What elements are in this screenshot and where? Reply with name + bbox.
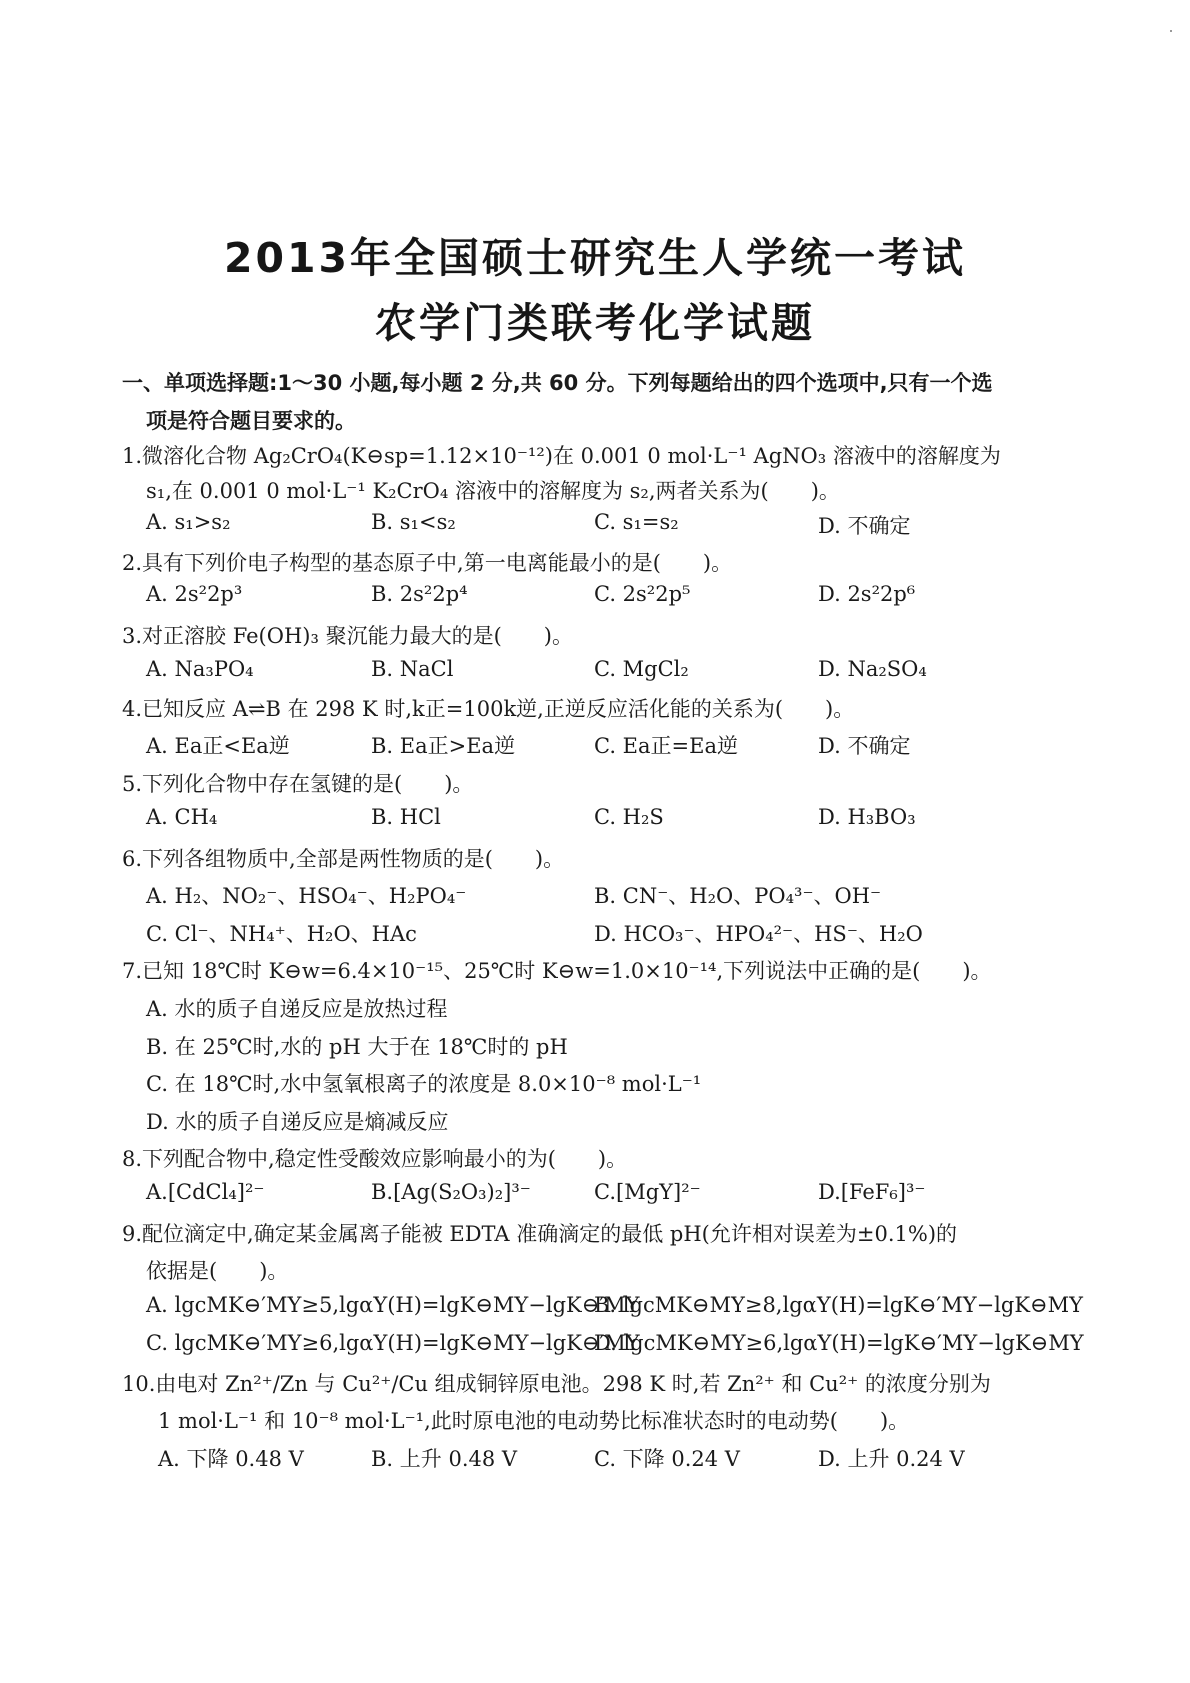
- question-8-option-d: D.[FeF₆]³⁻: [818, 1180, 926, 1204]
- question-2-stem: 2.具有下列价电子构型的基态原子中,第一电离能最小的是( )。: [122, 551, 733, 575]
- page-title-line2: 农学门类联考化学试题: [375, 299, 815, 347]
- question-1-stem-line1: 1.微溶化合物 Ag₂CrO₄(K⊖sp=1.12×10⁻¹²)在 0.001 0 mol·L⁻¹ AgNO₃ 溶液中的溶解度为: [122, 444, 1001, 468]
- question-6-option-d: D. HCO₃⁻、HPO₄²⁻、HS⁻、H₂O: [594, 922, 923, 946]
- question-1-option-d: D. 不确定: [818, 514, 911, 538]
- question-7-option-d: D. 水的质子自递反应是熵减反应: [146, 1110, 449, 1134]
- question-4-option-b: B. Ea正>Ea逆: [371, 734, 516, 758]
- section-heading-line2: 项是符合题目要求的。: [146, 409, 356, 433]
- question-9-stem-line2: 依据是( )。: [146, 1259, 289, 1283]
- question-4-option-a: A. Ea正<Ea逆: [146, 734, 290, 758]
- question-9-option-d: D. lgcMK⊖MY≥6,lgαY(H)=lgK⊖′MY−lgK⊖MY: [594, 1331, 1084, 1355]
- question-10-stem-line2: 1 mol·L⁻¹ 和 10⁻⁸ mol·L⁻¹,此时原电池的电动势比标准状态时的电动势( )。: [158, 1409, 910, 1433]
- question-6-option-b: B. CN⁻、H₂O、PO₄³⁻、OH⁻: [594, 884, 882, 908]
- question-5-option-d: D. H₃BO₃: [818, 805, 916, 829]
- question-10-stem-line1: 10.由电对 Zn²⁺/Zn 与 Cu²⁺/Cu 组成铜锌原电池。298 K 时,若 Zn²⁺ 和 Cu²⁺ 的浓度分别为: [122, 1372, 991, 1396]
- question-9-stem-line1: 9.配位滴定中,确定某金属离子能被 EDTA 准确滴定的最低 pH(允许相对误差为±0.1%)的: [122, 1222, 958, 1246]
- question-10-option-b: B. 上升 0.48 V: [371, 1447, 518, 1471]
- page-title-line1: 2013年全国硕士研究生人学统一考试: [223, 234, 967, 282]
- question-9-option-c: C. lgcMK⊖′MY≥6,lgαY(H)=lgK⊖MY−lgK⊖′MY: [146, 1331, 640, 1355]
- question-7-option-b: B. 在 25℃时,水的 pH 大于在 18℃时的 pH: [146, 1035, 568, 1059]
- question-10-option-d: D. 上升 0.24 V: [818, 1447, 965, 1471]
- question-7-stem: 7.已知 18℃时 K⊖w=6.4×10⁻¹⁵、25℃时 K⊖w=1.0×10⁻¹⁴,下列说法中正确的是( )。: [122, 959, 992, 983]
- question-9-option-a: A. lgcMK⊖′MY≥5,lgαY(H)=lgK⊖MY−lgK⊖′MY: [146, 1293, 640, 1317]
- question-1-stem-line2: s₁,在 0.001 0 mol·L⁻¹ K₂CrO₄ 溶液中的溶解度为 s₂,两者关系为( )。: [146, 479, 840, 503]
- question-8-stem: 8.下列配合物中,稳定性受酸效应影响最小的为( )。: [122, 1147, 628, 1171]
- question-6-stem: 6.下列各组物质中,全部是两性物质的是( )。: [122, 847, 565, 871]
- question-2-option-a: A. 2s²2p³: [146, 582, 243, 606]
- question-3-stem: 3.对正溶胶 Fe(OH)₃ 聚沉能力最大的是( )。: [122, 624, 573, 648]
- section-heading-line1: 一、单项选择题:1～30 小题,每小题 2 分,共 60 分。下列每题给出的四个选项中,只有一个选: [122, 371, 993, 395]
- question-3-option-a: A. Na₃PO₄: [146, 657, 254, 681]
- question-5-option-b: B. HCl: [371, 805, 441, 829]
- question-6-option-c: C. Cl⁻、NH₄⁺、H₂O、HAc: [146, 922, 417, 946]
- question-1-option-b: B. s₁<s₂: [371, 510, 456, 534]
- question-2-option-c: C. 2s²2p⁵: [594, 582, 691, 606]
- question-4-option-c: C. Ea正=Ea逆: [594, 734, 738, 758]
- question-3-option-d: D. Na₂SO₄: [818, 657, 927, 681]
- scan-speck: [1170, 30, 1172, 32]
- question-1-option-a: A. s₁>s₂: [146, 510, 231, 534]
- question-7-option-c: C. 在 18℃时,水中氢氧根离子的浓度是 8.0×10⁻⁸ mol·L⁻¹: [146, 1072, 702, 1096]
- question-5-stem: 5.下列化合物中存在氢键的是( )。: [122, 772, 474, 796]
- question-2-option-b: B. 2s²2p⁴: [371, 582, 468, 606]
- question-8-option-a: A.[CdCl₄]²⁻: [146, 1180, 265, 1204]
- question-9-option-b: B. lgcMK⊖MY≥8,lgαY(H)=lgK⊖′MY−lgK⊖MY: [594, 1293, 1083, 1317]
- question-6-option-a: A. H₂、NO₂⁻、HSO₄⁻、H₂PO₄⁻: [146, 884, 467, 908]
- question-5-option-c: C. H₂S: [594, 805, 664, 829]
- question-7-option-a: A. 水的质子自递反应是放热过程: [146, 997, 448, 1021]
- question-4-stem: 4.已知反应 A⇌B 在 298 K 时,k正=100k逆,正逆反应活化能的关系为( )。: [122, 697, 855, 721]
- question-2-option-d: D. 2s²2p⁶: [818, 582, 916, 606]
- question-10-option-c: C. 下降 0.24 V: [594, 1447, 740, 1471]
- question-5-option-a: A. CH₄: [146, 805, 218, 829]
- question-4-option-d: D. 不确定: [818, 734, 911, 758]
- question-8-option-b: B.[Ag(S₂O₃)₂]³⁻: [371, 1180, 531, 1204]
- question-10-option-a: A. 下降 0.48 V: [158, 1447, 304, 1471]
- question-3-option-b: B. NaCl: [371, 657, 454, 681]
- question-1-option-c: C. s₁=s₂: [594, 510, 679, 534]
- question-8-option-c: C.[MgY]²⁻: [594, 1180, 701, 1204]
- question-3-option-c: C. MgCl₂: [594, 657, 689, 681]
